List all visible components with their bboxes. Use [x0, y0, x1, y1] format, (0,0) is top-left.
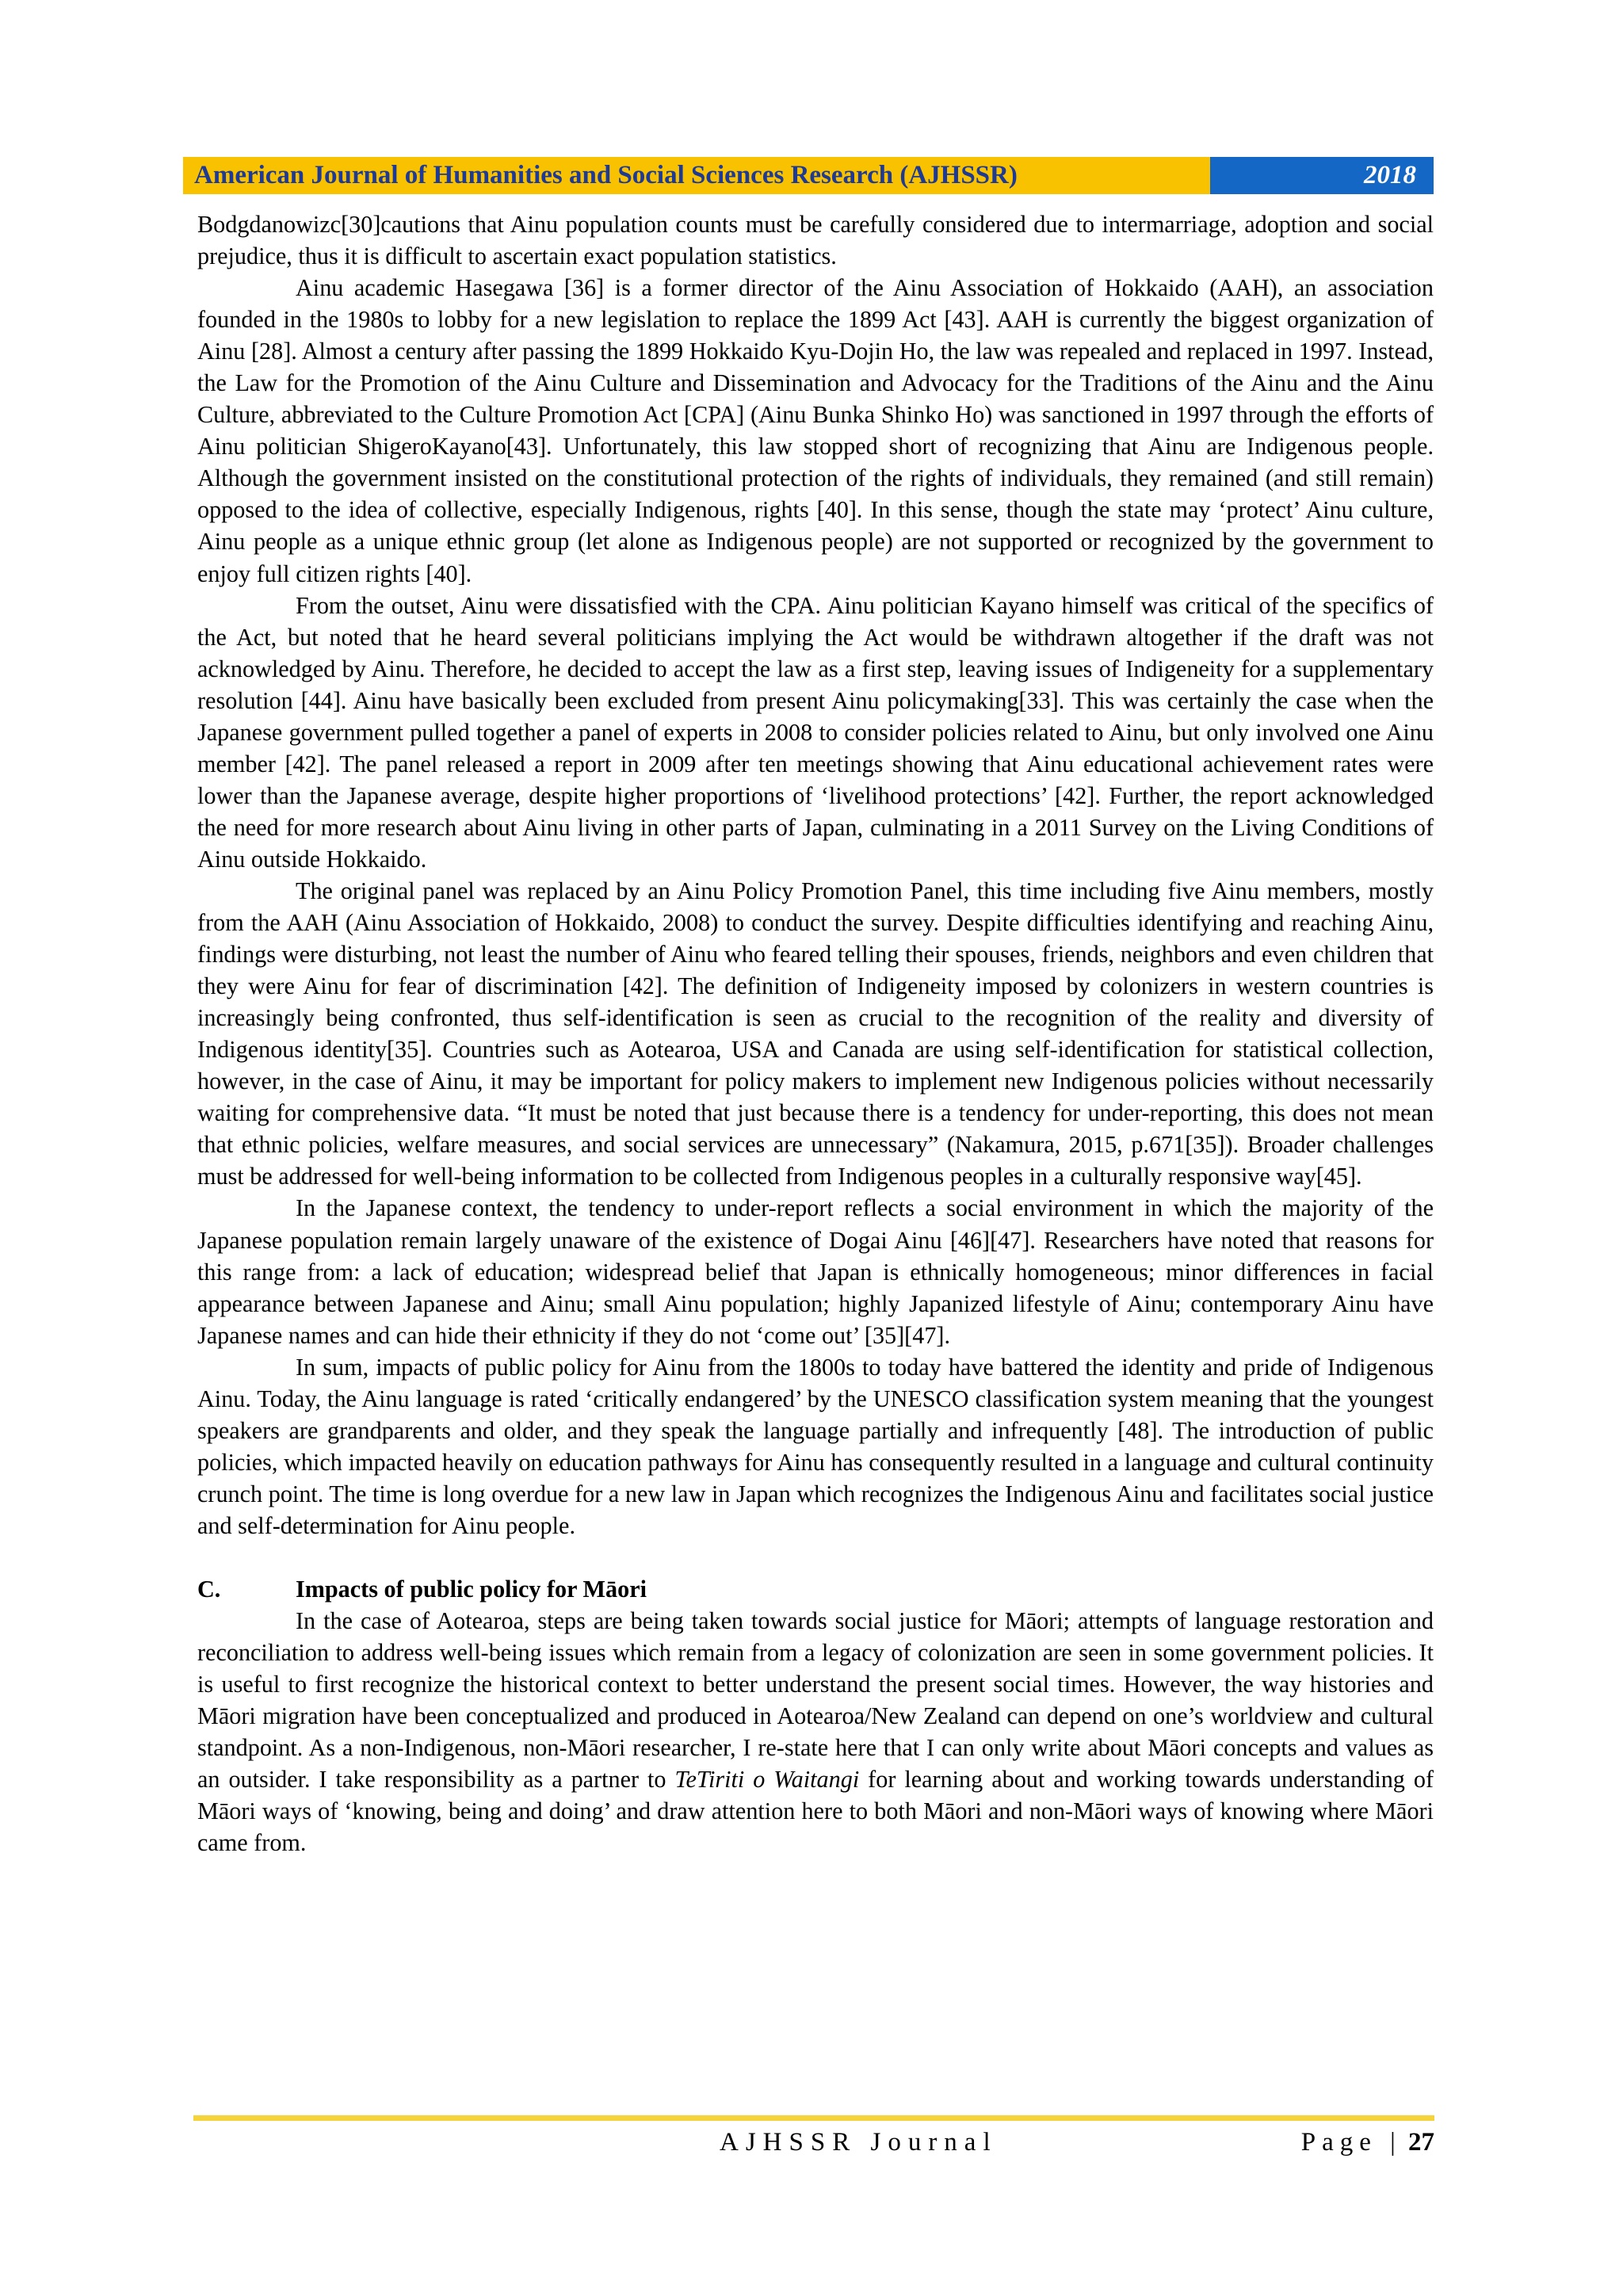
page-label: Page | — [1300, 2128, 1402, 2157]
section-heading — [197, 1573, 1434, 1605]
footer-page-number — [1301, 2128, 1434, 2157]
journal-header — [183, 157, 1434, 194]
footer-divider — [193, 2115, 1434, 2121]
page-number: 27 — [1408, 2128, 1434, 2157]
paragraph: From the outset, Ainu were dissatisfied with the CPA. Ainu politician Kayano himself was critical of the specifics of the Act, but noted that he heard several politicians implying the Act would be withdrawn altogether if the draft was not acknowledged by Ainu. Therefore, he decided to accept the law as a first step, leaving issues of Indigeneity for a supplementary resolution [44]. Ainu have basically been excluded from present Ainu policymaking[33]. This was certainly the case when the Japanese government pulled together a panel of experts in 2008 to consider policies related to Ainu, but only involved one Ainu member [42]. The panel released a report in 2009 after ten meetings showing that Ainu educational achievement rates were lower than the Japanese average, despite higher proportions of ‘livelihood protections’ [42]. Further, the report acknowledged the need for more research about Ainu living in other parts of Japan, culminating in a 2011 Survey on the Living Conditions of Ainu outside Hokkaido. — [197, 591, 1434, 873]
paragraph-continued: Bodgdanowizc[30]cautions that Ainu population counts must be carefully considered due to intermarriage, adoption and social prejudice, thus it is difficult to ascertain exact population statistics. — [197, 211, 1434, 270]
section-letter: C. — [197, 1575, 221, 1603]
publication-year: 2018 — [1210, 157, 1434, 194]
paragraph: In the Japanese context, the tendency to under-report reflects a social environment in which the majority of the Japanese population remain largely unaware of the existence of Dogai Ainu [46][47]. Researchers have noted that reasons for this range from: a lack of education; widespread belief that Japan is ethnically homogeneous; minor differences in facial appearance between Japanese and Ainu; small Ainu population; highly Japanized lifestyle of Ainu; contemporary Ainu have Japanese names and can hide their ethnicity if they do not ‘come out’ [35][47]. — [197, 1194, 1434, 1349]
article-body — [197, 208, 1434, 1859]
text-span: for learning about and working towards understanding of Māori ways of ‘knowing, being and doing’ and draw attention here to both Māori and non-Māori ways of knowing where Māori came from. — [197, 1766, 1434, 1857]
paragraph: Ainu academic Hasegawa [36] is a former director of the Ainu Association of Hokkaido (AAH), an association founded in the 1980s to lobby for a new legislation to replace the 1899 Act [43]. AAH is currently the biggest organization of Ainu [28]. Almost a century after passing the 1899 Hokkaido Kyu-Dojin Ho, the law was repealed and replaced in 1997. Instead, the Law for the Promotion of the Ainu Culture and Dissemination and Advocacy for the Traditions of the Ainu and the Ainu Culture, abbreviated to the Culture Promotion Act [CPA] (Ainu Bunka Shinko Ho) was sanctioned in 1997 through the efforts of Ainu politician ShigeroKayano[43]. Unfortunately, this law stopped short of recognizing that Ainu are Indigenous people. Although the government insisted on the constitutional protection of the rights of individuals, they remained (and still remain) opposed to the idea of collective, especially Indigenous, rights [40]. In this sense, though the state may ‘protect’ Ainu culture, Ainu people as a unique ethnic group (let alone as Indigenous people) are not supported or recognized by the government to enjoy full citizen rights [40]. — [197, 274, 1434, 587]
paragraph: In sum, impacts of public policy for Ainu from the 1800s to today have battered the identity and pride of Indigenous Ainu. Today, the Ainu language is rated ‘critically endangered’ by the UNESCO classification system meaning that the youngest speakers are grandparents and older, and they speak the language partially and infrequently [48]. The introduction of public policies, which impacted heavily on education pathways for Ainu has consequently resulted in a language and cultural continuity crunch point. The time is long overdue for a new law in Japan which recognizes the Indigenous Ainu and facilitates social justice and self-determination for Ainu people. — [197, 1353, 1434, 1539]
italic-term: TeTiriti o Waitangi — [674, 1766, 860, 1794]
journal-title: American Journal of Humanities and Social Sciences Research (AJHSSR) — [183, 157, 1210, 194]
footer-journal-name: AJHSSR Journal — [720, 2128, 998, 2157]
section-paragraph — [197, 1605, 1434, 1859]
paragraph: The original panel was replaced by an Ainu Policy Promotion Panel, this time including five Ainu members, mostly from the AAH (Ainu Association of Hokkaido, 2008) to conduct the survey. Despite difficulties identifying and reaching Ainu, findings were disturbing, not least the number of Ainu who feared telling their spouses, friends, neighbors and even children that they were Ainu for fear of discrimination [42]. The definition of Indigeneity imposed by colonizers in western countries is increasingly being confronted, thus self-identification is seen as crucial to the recognition of the reality and diversity of Indigenous identity[35]. Countries such as Aotearoa, USA and Canada are using self-identification for statistical collection, however, in the case of Ainu, it may be important for policy makers to implement new Indigenous policies without necessarily waiting for comprehensive data. “It must be noted that just because there is a tendency for under-reporting, this does not mean that ethnic policies, welfare measures, and social services are unnecessary” (Nakamura, 2015, p.671[35]). Broader challenges must be addressed for well-being information to be collected from Indigenous peoples in a culturally responsive way[45]. — [197, 877, 1434, 1190]
section-title: Impacts of public policy for Māori — [296, 1575, 647, 1603]
text-span: In the case of Aotearoa, steps are being taken towards social justice for Māori; attempts of language restoration and reconciliation to address well-being issues which remain from a legacy of colonization are seen in some government policies. It is useful to first recognize the historical context to better understand the present social times. However, the way histories and Māori migration have been conceptualized and produced in Aotearoa/New Zealand can depend on one’s worldview and cultural standpoint. As a non-Indigenous, non-Māori researcher, I re-state here that I can only write about Māori concepts and values as an outsider. I take responsibility as a partner to — [197, 1607, 1434, 1794]
